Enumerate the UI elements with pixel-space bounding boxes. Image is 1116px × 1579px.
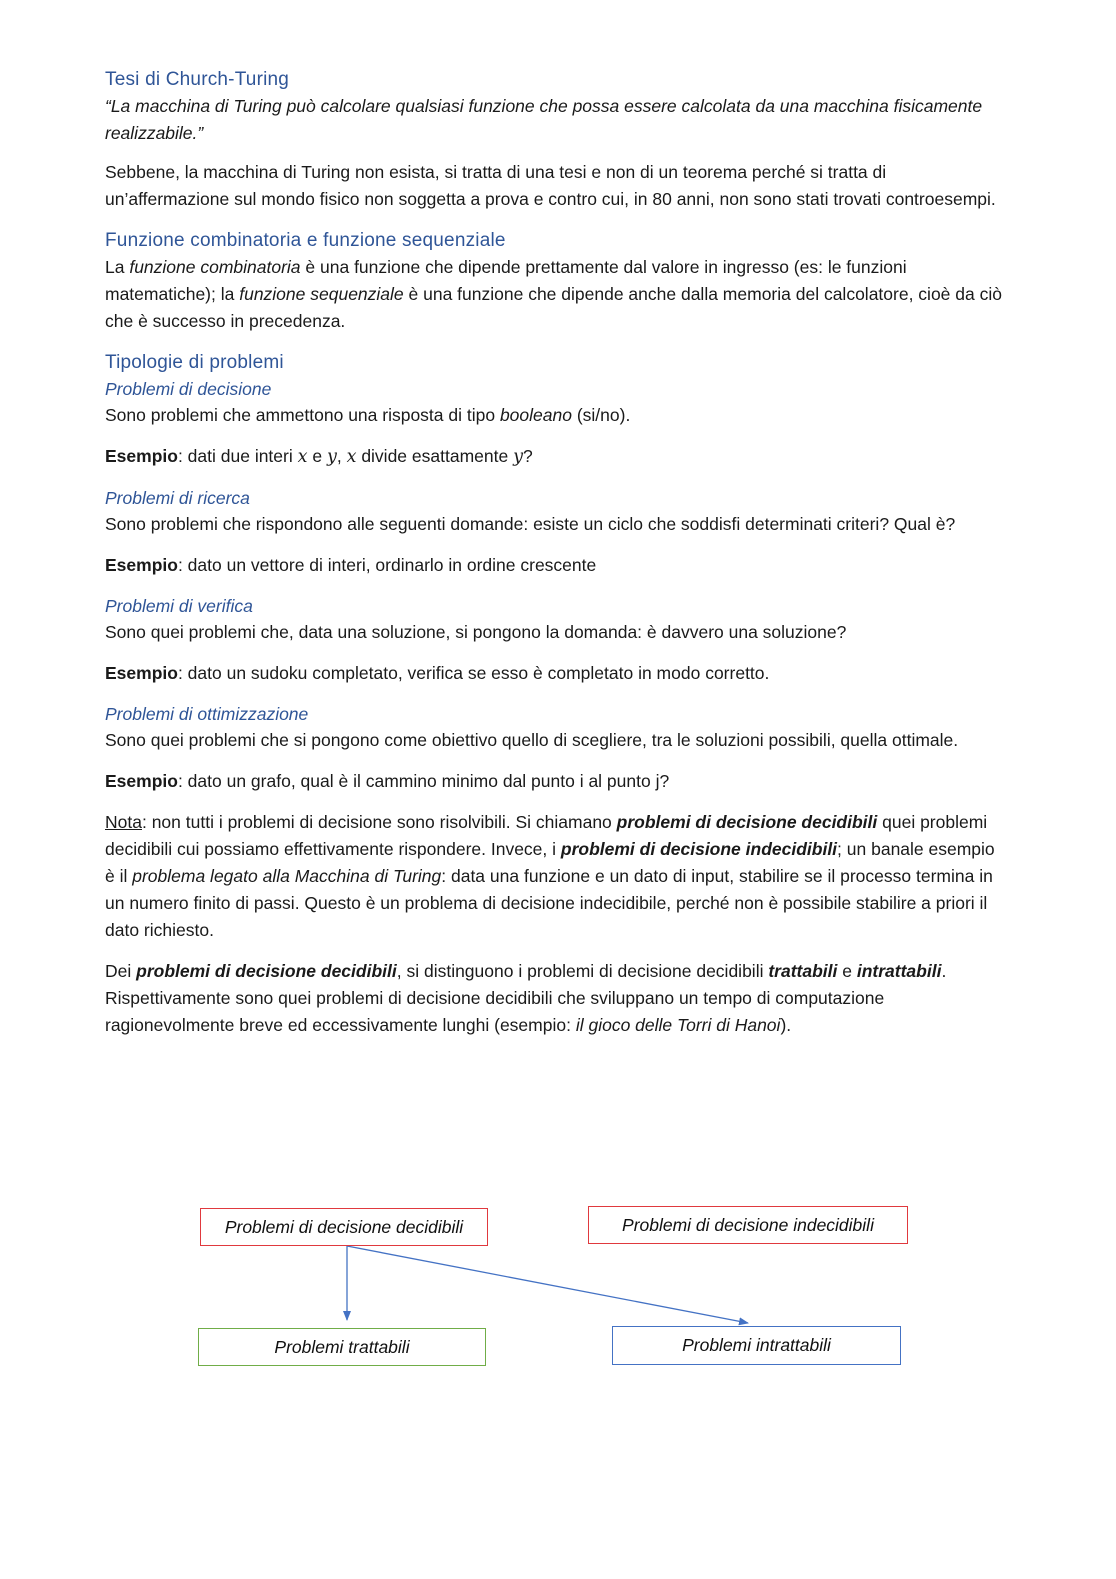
verifica-desc: Sono quei problemi che, data una soluzione, si pongono la domanda: è davvero una soluzione? bbox=[105, 622, 847, 642]
heading-funzioni: Funzione combinatoria e funzione sequenziale bbox=[105, 230, 506, 251]
section-tipologie bbox=[105, 349, 1005, 795]
heading-tipologie: Tipologie di problemi bbox=[105, 352, 284, 373]
term-funzione-sequenziale: funzione sequenziale bbox=[239, 284, 404, 304]
box-decidibili: Problemi di decisione decidibili bbox=[200, 1208, 488, 1246]
heading-church-turing: Tesi di Church-Turing bbox=[105, 69, 290, 90]
section-funzioni bbox=[105, 227, 1005, 335]
section-church-turing bbox=[105, 66, 1005, 213]
subheading-ottimizzazione: Problemi di ottimizzazione bbox=[105, 704, 309, 724]
document-page bbox=[105, 66, 1005, 1053]
box-trattabili: Problemi trattabili bbox=[198, 1328, 486, 1366]
subheading-verifica: Problemi di verifica bbox=[105, 596, 253, 616]
subheading-ricerca: Problemi di ricerca bbox=[105, 488, 250, 508]
box-indecidibili: Problemi di decisione indecidibili bbox=[588, 1206, 908, 1244]
ricerca-desc: Sono problemi che rispondono alle seguenti domande: esiste un ciclo che soddisfi determinati criteri? Qual è? bbox=[105, 514, 956, 534]
ottimizzazione-example: Esempio: dato un grafo, qual è il cammino minimo dal punto i al punto j? bbox=[105, 771, 670, 791]
ottimizzazione-desc: Sono quei problemi che si pongono come obiettivo quello di scegliere, tra le soluzioni possibili, quella ottimale. bbox=[105, 730, 959, 750]
church-turing-body: Sebbene, la macchina di Turing non esista, si tratta di una tesi e non di un teorema perché si tratta di un’affermazione sul mondo fisico non soggetta a prova e contro cui, in 80 anni, non sono stati trovati controesempi. bbox=[105, 162, 996, 209]
box-intrattabili: Problemi intrattabili bbox=[612, 1326, 901, 1365]
church-turing-quote: “La macchina di Turing può calcolare qualsiasi funzione che possa essere calcolata da una macchina fisicamente realizzabile.” bbox=[105, 96, 983, 143]
term-funzione-combinatoria: funzione combinatoria bbox=[129, 257, 301, 277]
nota-paragraph: Nota: non tutti i problemi di decisione sono risolvibili. Si chiamano problemi di decisione decidibili quei problemi decidibili cui possiamo effettivamente rispondere. Invece, i problemi di decisione indecidibili; un banale esempio è il problema legato alla Macchina di Turing: data una funzione e un dato di input, stabilire se il processo termina in un numero finito di passi. Questo è un problema di decisione indecidibile, perché non è possibile stabilire a priori il dato richiesto. bbox=[105, 812, 995, 940]
verifica-example: Esempio: dato un sudoku completato, verifica se esso è completato in modo corretto. bbox=[105, 663, 770, 683]
ricerca-example: Esempio: dato un vettore di interi, ordinarlo in ordine crescente bbox=[105, 555, 597, 575]
funzioni-body: La funzione combinatoria è una funzione che dipende prettamente dal valore in ingresso (es: le funzioni matematiche); la funzione sequenziale è una funzione che dipende anche dalla memoria del calcolatore, cioè da ciò che è successo in precedenza. bbox=[105, 257, 1002, 331]
decidibili-paragraph: Dei problemi di decisione decidibili, si distinguono i problemi di decisione decidibili trattabili e intrattabili. Rispettivamente sono quei problemi di decisione decidibili che sviluppano un tempo di computazione ragionevolmente breve ed eccessivamente lunghi (esempio: il gioco delle Torri di Hanoi). bbox=[105, 961, 947, 1035]
subheading-decisione: Problemi di decisione bbox=[105, 379, 272, 399]
decisione-desc: Sono problemi che ammettono una risposta di tipo booleano (si/no). bbox=[105, 405, 631, 425]
decisione-example: Esempio: dati due interi x e y, x divide esattamente y? bbox=[105, 446, 533, 467]
arrow-to-intrattabili bbox=[347, 1246, 748, 1323]
